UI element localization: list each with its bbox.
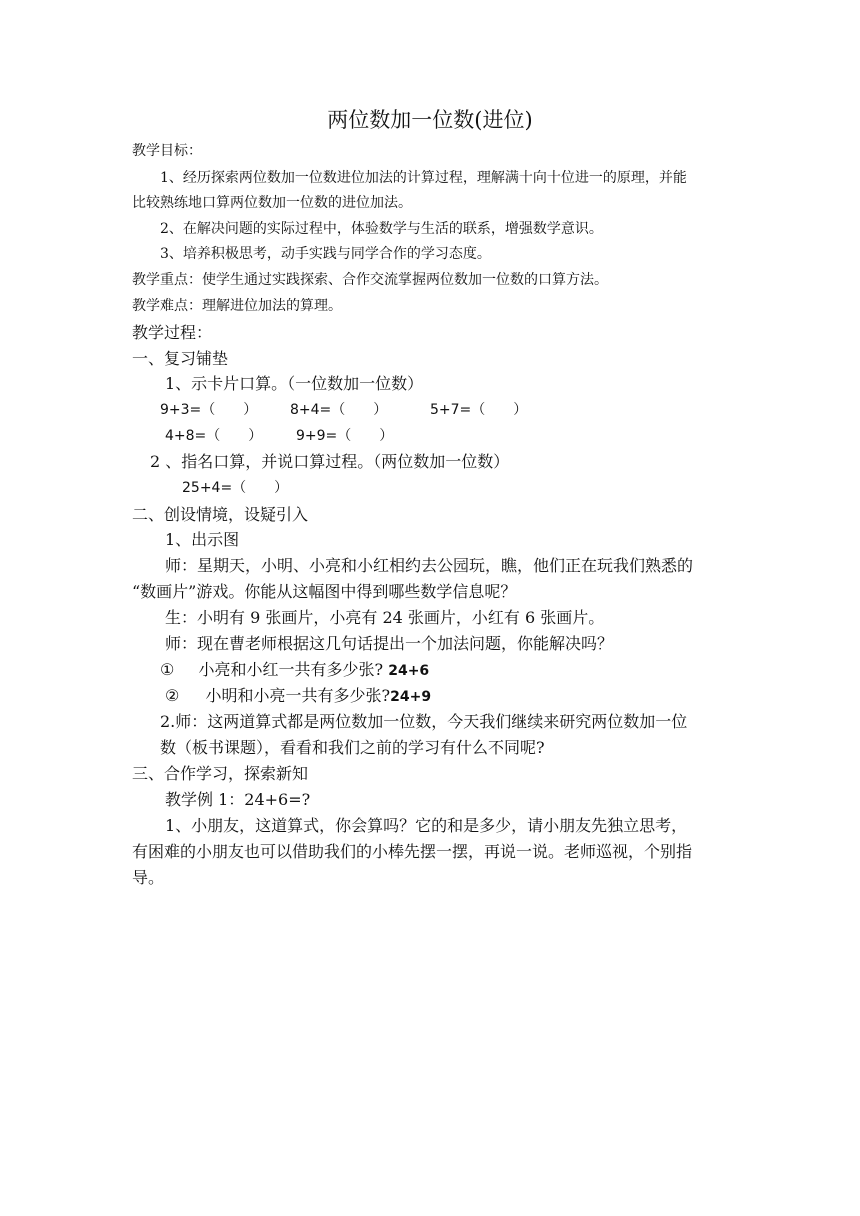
section-1-step-1: 1、示卡片口算。（一位数加一位数） bbox=[165, 374, 424, 393]
exercise-4-plus-8: 4+8=（ ） bbox=[165, 428, 263, 444]
teacher-line-2: 师：现在曹老师根据这几句话提出一个加法问题，你能解决吗？ bbox=[165, 634, 614, 653]
student-line: 生：小明有 9 张画片，小亮有 24 张画片，小红有 6 张画片。 bbox=[165, 608, 605, 627]
teacher-line-1a: 师：星期天，小明、小亮和小红相约去公园玩，瞧，他们正在玩我们熟悉的 bbox=[165, 556, 694, 575]
question-2-equation: 24+9 bbox=[390, 689, 432, 705]
section-3-para-line-3: 导。 bbox=[132, 868, 165, 887]
section-2-step-2-line-2: 数（板书课题），看看和我们之前的学习有什么不同呢? bbox=[160, 738, 545, 757]
objective-1-line-2: 比较熟练地口算两位数加一位数的进位加法。 bbox=[132, 195, 412, 211]
question-1-equation: 24+6 bbox=[388, 663, 430, 679]
section-3-para-line-2: 有困难的小朋友也可以借助我们的小棒先摆一摆，再说一说。老师巡视，个别指 bbox=[132, 842, 693, 861]
question-2-text: 小明和小亮一共有多少张? bbox=[205, 686, 391, 705]
exercise-25-plus-4: 25+4=（ ） bbox=[182, 480, 289, 496]
difficulty: 教学难点：理解进位加法的算理。 bbox=[132, 298, 342, 314]
objectives-heading: 教学目标： bbox=[132, 143, 202, 159]
question-2-number: ② bbox=[165, 686, 180, 705]
exercise-9-plus-3: 9+3=（ ） bbox=[160, 402, 258, 418]
key-point: 教学重点：使学生通过实践探索、合作交流掌握两位数加一位数的口算方法。 bbox=[132, 272, 608, 288]
section-2-step-1: 1、出示图 bbox=[165, 530, 240, 549]
section-3-para-line-1: 1、小朋友，这道算式，你会算吗？它的和是多少，请小朋友先独立思考， bbox=[165, 816, 688, 835]
process-heading: 教学过程： bbox=[132, 323, 213, 342]
exercise-9-plus-9: 9+9=（ ） bbox=[296, 428, 394, 444]
question-1-number: ① bbox=[160, 660, 175, 679]
section-1-heading: 一、复习铺垫 bbox=[132, 349, 229, 368]
page-title: 两位数加一位数(进位) bbox=[327, 108, 533, 132]
question-1 bbox=[160, 662, 429, 678]
objective-1-line-1: 1、经历探索两位数加一位数进位加法的计算过程，理解满十向十位进一的原理，并能 bbox=[160, 170, 687, 186]
teacher-line-1b: “数画片”游戏。你能从这幅图中得到哪些数学信息呢？ bbox=[132, 582, 517, 601]
question-2 bbox=[165, 688, 431, 704]
exercise-5-plus-7: 5+7=（ ） bbox=[430, 402, 528, 418]
section-1-step-2: 2 、指名口算，并说口算过程。（两位数加一位数） bbox=[150, 452, 510, 471]
section-3-heading: 三、合作学习，探索新知 bbox=[132, 764, 309, 783]
section-2-heading: 二、创设情境，设疑引入 bbox=[132, 505, 309, 524]
section-2-step-2-line-1: 2.师：这两道算式都是两位数加一位数，今天我们继续来研究两位数加一位 bbox=[160, 712, 688, 731]
objective-2: 2、在解决问题的实际过程中，体验数学与生活的联系，增强数学意识。 bbox=[160, 221, 603, 237]
question-1-text: 小亮和小红一共有多少张? bbox=[198, 660, 384, 679]
exercise-8-plus-4: 8+4=（ ） bbox=[290, 402, 388, 418]
objective-3: 3、培养积极思考，动手实践与同学合作的学习态度。 bbox=[160, 246, 491, 262]
example-1: 教学例 1：24+6=? bbox=[165, 790, 311, 809]
